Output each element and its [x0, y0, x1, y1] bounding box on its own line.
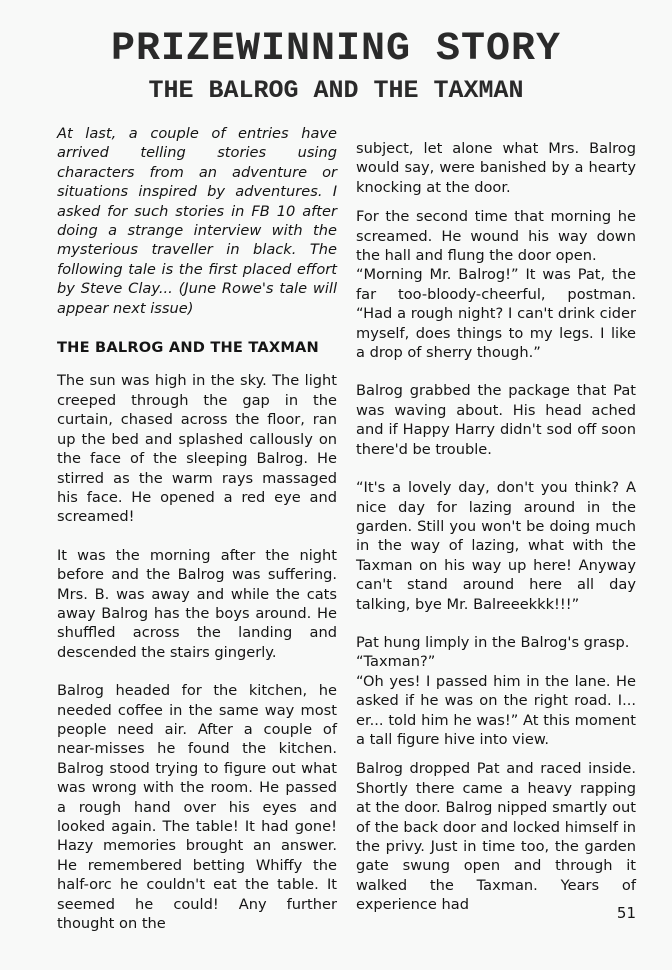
story-paragraph: Pat hung limply in the Balrog's grasp. [356, 633, 630, 651]
story-paragraph: Balrog headed for the kitchen, he needed coffee in the same way most people need air. After a couple of near-misses he found the kitchen. Balrog stood trying to figure out what was wrong with the room. He passed a rough hand over his eyes and looked again. The table! It had gone! Hazy memories brought an answer. He remembered betting Whiffy the half-orc he couldn't eat the table. It seemed he could! Any further thought on the [57, 682, 337, 933]
story-paragraph: Balrog grabbed the package that Pat was waving about. His head ached and if Happy Harry didn't sod off soon there'd be trouble. [356, 382, 636, 458]
story-paragraph: For the second time that morning he screamed. He wound his way down the hall and flung the door open. [356, 208, 636, 265]
story-subtitle: THE BALROG AND THE TAXMAN [148, 76, 524, 105]
page-number: 51 [616, 904, 636, 922]
story-paragraph: “Oh yes! I passed him in the lane. He asked if he was on the right road. I... er... told him he was!” At this moment a tall figure hive into view. [356, 672, 636, 748]
story-heading: THE BALROG AND THE TAXMAN [57, 339, 319, 357]
right-column [356, 139, 636, 915]
story-paragraph: It was the morning after the night before and the Balrog was suffering. Mrs. B. was away and while the cats away Balrog has the boys around. He shuffled across the landing and descended the stairs gingerly. [57, 546, 337, 661]
story-paragraph: “Taxman?” [356, 653, 436, 671]
story-paragraph: “Morning Mr. Balrog!” It was Pat, the far too-bloody-cheerful, postman. “Had a rough night? I can't drink cider myself, does things to my legs. I like a drop of sherry though.” [356, 266, 636, 362]
story-paragraph: Balrog dropped Pat and raced inside. Shortly there came a heavy rapping at the door. Balrog nipped smartly out of the back door and locked himself in the privy. Just in time too, the garden gate swung open and through it walked the Taxman. Years of experience had [356, 760, 636, 914]
story-paragraph: subject, let alone what Mrs. Balrog would say, were banished by a hearty knocking at the door. [356, 140, 636, 196]
story-paragraph: The sun was high in the sky. The light creeped through the gap in the curtain, chased across the floor, ran up the bed and splashed callously on the face of the sleeping Balrog. He stirred as the warm rays massaged his face. He opened a red eye and screamed! [57, 372, 337, 526]
story-paragraph: “It's a lovely day, don't you think? A nice day for lazing around in the garden. Still you won't be doing much in the way of lazing, what with the Taxman on his way up here! Anyway can't stand around here all day talking, bye Mr. Balreeekkk!!!” [356, 479, 636, 613]
left-column [57, 124, 337, 933]
page-title: PRIZEWINNING STORY [110, 27, 562, 72]
editor-intro: At last, a couple of entries have arrived telling stories using characters from an adventure or situations inspired by adventures. I asked for such stories in FB 10 after doing a strange interview with the mysterious traveller in black. The following tale is the first placed effort by Steve Clay... (June Rowe's tale will appear next issue) [57, 125, 337, 317]
